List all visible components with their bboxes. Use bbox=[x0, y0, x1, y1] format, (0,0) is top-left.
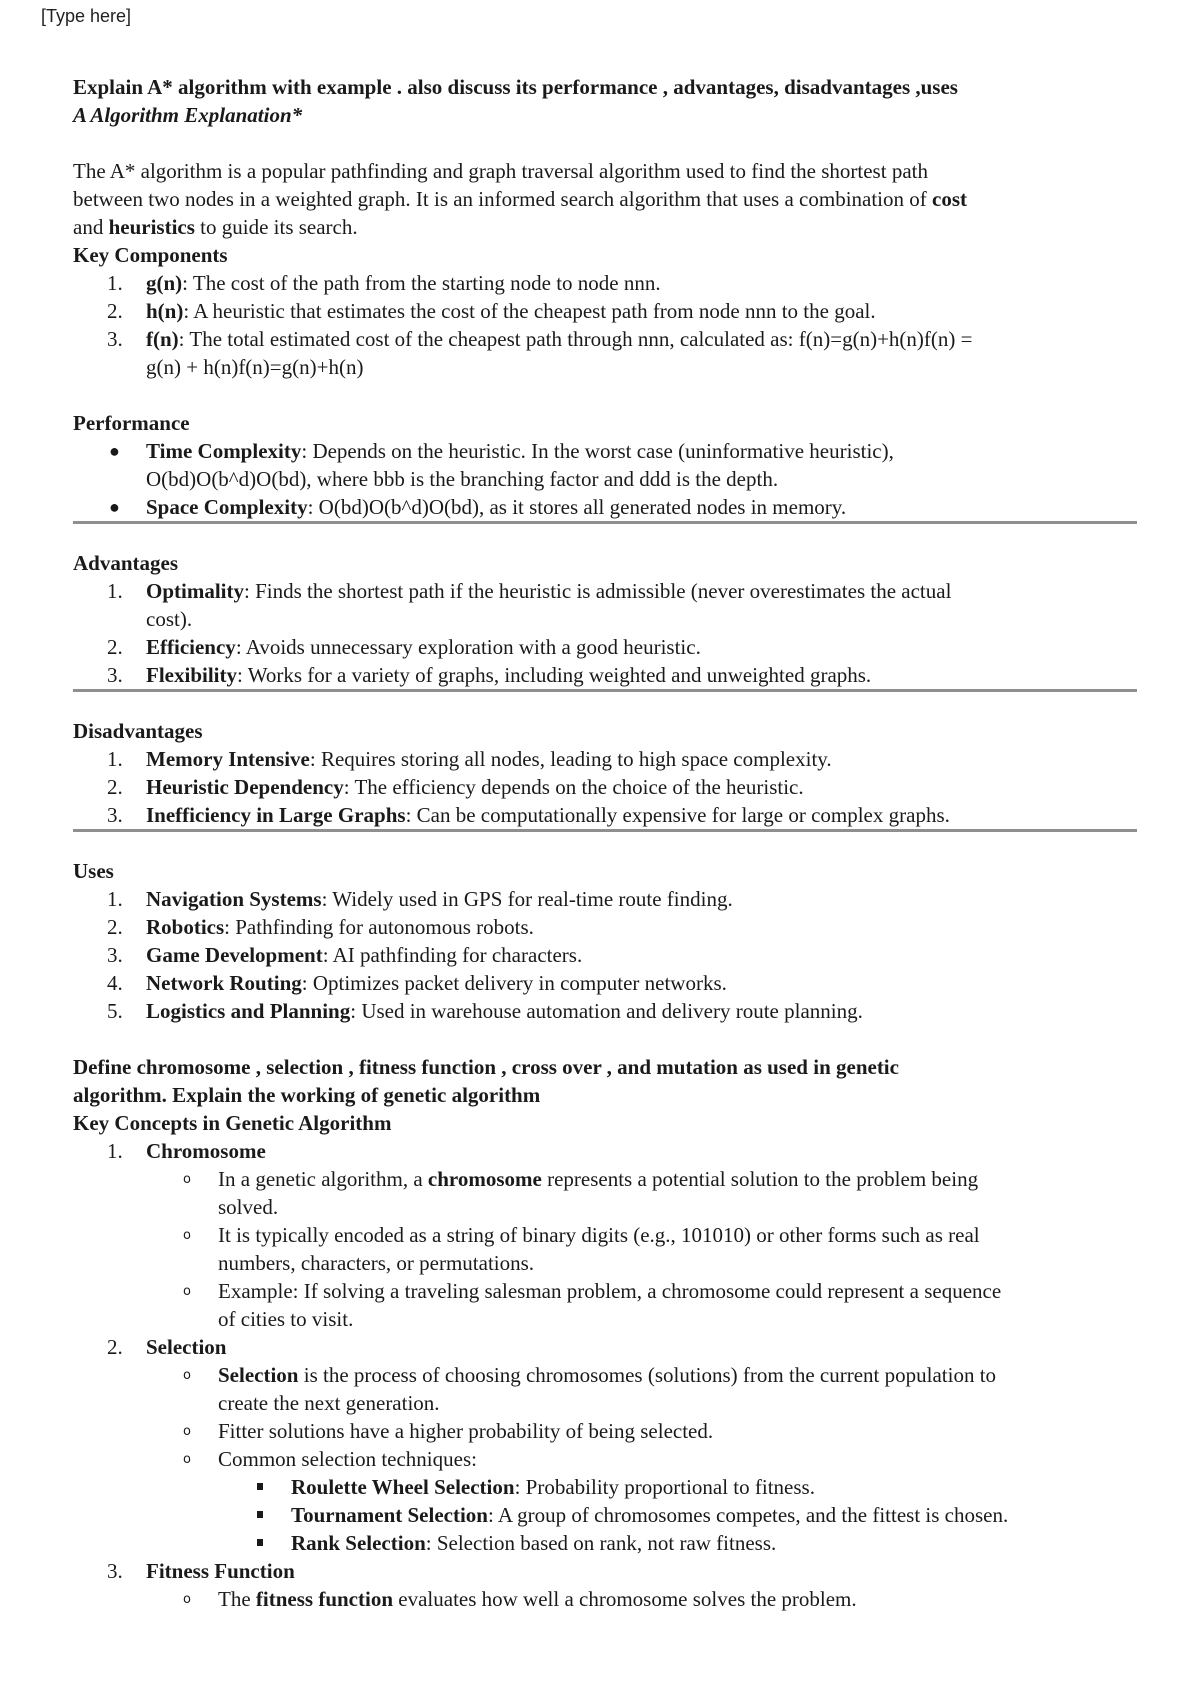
item-term: Memory Intensive bbox=[146, 747, 310, 771]
list-number: 4. bbox=[107, 971, 123, 995]
concept-fitness-function bbox=[73, 1557, 1133, 1585]
list-number: 1. bbox=[107, 1139, 123, 1163]
item-term: Robotics bbox=[146, 915, 225, 939]
list-item bbox=[73, 913, 1133, 941]
list-item bbox=[73, 885, 1133, 913]
circle-bullet-icon: o bbox=[183, 1592, 191, 1607]
bullet-dot-icon: ● bbox=[109, 441, 120, 461]
spacer bbox=[73, 381, 1133, 409]
astar-subtitle: A Algorithm Explanation* bbox=[73, 103, 303, 127]
circle-bullet-icon: o bbox=[183, 1172, 191, 1187]
bullet-line: create the next generation. bbox=[218, 1391, 440, 1415]
bullet-text: In a genetic algorithm, a bbox=[218, 1167, 428, 1191]
bullet-bold: fitness function bbox=[255, 1587, 394, 1611]
list-number: 3. bbox=[107, 663, 123, 687]
sub-bullet bbox=[73, 1445, 1133, 1473]
item-term: Logistics and Planning bbox=[146, 999, 351, 1023]
genetic-question-line-1: Define chromosome , selection , fitness function , cross over , and mutation as used in genetic bbox=[73, 1055, 899, 1079]
bullet-text: is the process of choosing chromosomes (solutions) from the current population to bbox=[298, 1363, 997, 1387]
intro-bold-heuristics: heuristics bbox=[108, 215, 195, 239]
genetic-heading: Key Concepts in Genetic Algorithm bbox=[73, 1111, 392, 1135]
sub-bullet bbox=[73, 1165, 1133, 1221]
spacer bbox=[73, 832, 1133, 857]
concept-title: Chromosome bbox=[146, 1139, 266, 1163]
item-term: Inefficiency in Large Graphs bbox=[146, 803, 406, 827]
item-text: : Can be computationally expensive for large or complex graphs. bbox=[405, 803, 950, 827]
item-term: Network Routing bbox=[146, 971, 302, 995]
item-text: : Widely used in GPS for real-time route finding. bbox=[321, 887, 733, 911]
technique-term: Tournament Selection bbox=[291, 1503, 488, 1527]
item-text: : Used in warehouse automation and delivery route planning. bbox=[350, 999, 863, 1023]
item-term: Heuristic Dependency bbox=[146, 775, 344, 799]
item-line bbox=[146, 661, 1133, 689]
list-item bbox=[73, 661, 1133, 689]
selection-techniques-list bbox=[73, 1473, 1133, 1557]
list-item bbox=[73, 801, 1133, 829]
list-item bbox=[73, 269, 1133, 297]
list-number: 2. bbox=[107, 915, 123, 939]
intro-bold-cost: cost bbox=[932, 187, 968, 211]
uses-list bbox=[73, 885, 1133, 1025]
technique-desc: : Selection based on rank, not raw fitness. bbox=[425, 1531, 777, 1555]
list-number: 1. bbox=[107, 747, 123, 771]
item-text: : Pathfinding for autonomous robots. bbox=[224, 915, 534, 939]
bullet-bold: Selection bbox=[218, 1363, 299, 1387]
astar-intro-line-2 bbox=[73, 185, 1133, 213]
list-item bbox=[73, 745, 1133, 773]
bullet-line bbox=[218, 1361, 1133, 1389]
bullet-line: Common selection techniques: bbox=[218, 1447, 477, 1471]
list-number: 1. bbox=[107, 271, 123, 295]
intro-text: and bbox=[73, 215, 109, 239]
item-term: f(n) bbox=[146, 327, 179, 351]
list-number: 2. bbox=[107, 775, 123, 799]
list-item bbox=[73, 773, 1133, 801]
item-text: : Avoids unnecessary exploration with a good heuristic. bbox=[235, 635, 701, 659]
advantages-heading: Advantages bbox=[73, 551, 179, 575]
list-number: 1. bbox=[107, 887, 123, 911]
list-number: 3. bbox=[107, 803, 123, 827]
item-line bbox=[146, 269, 1133, 297]
item-line bbox=[146, 297, 1133, 325]
square-bullet-icon bbox=[257, 1483, 263, 1490]
spacer bbox=[73, 129, 1133, 157]
item-line bbox=[146, 325, 1133, 353]
item-line bbox=[146, 437, 1133, 465]
list-number: 1. bbox=[107, 579, 123, 603]
bullet-line: solved. bbox=[218, 1195, 279, 1219]
list-number: 2. bbox=[107, 635, 123, 659]
concept-chromosome bbox=[73, 1137, 1133, 1165]
item-text: : Depends on the heuristic. In the worst case (uninformative heuristic), bbox=[301, 439, 894, 463]
item-line bbox=[146, 941, 1133, 969]
item-term: Space Complexity bbox=[146, 495, 308, 519]
performance-list bbox=[73, 437, 1133, 521]
item-term: h(n) bbox=[146, 299, 184, 323]
bullet-dot-icon: ● bbox=[109, 497, 120, 517]
item-line bbox=[146, 633, 1133, 661]
bullet-line: numbers, characters, or permutations. bbox=[218, 1251, 535, 1275]
bullet-line: It is typically encoded as a string of binary digits (e.g., 101010) or other forms such as real bbox=[218, 1223, 980, 1247]
item-text: cost). bbox=[146, 607, 193, 631]
item-line bbox=[146, 885, 1133, 913]
item-text: O(bd)O(b^d)O(bd), where bbb is the branching factor and ddd is the depth. bbox=[146, 467, 779, 491]
uses-heading: Uses bbox=[73, 859, 114, 883]
item-line bbox=[146, 969, 1133, 997]
list-item bbox=[73, 577, 1133, 633]
key-components-list bbox=[73, 269, 1133, 381]
square-bullet-icon bbox=[257, 1511, 263, 1518]
bullet-line bbox=[218, 1165, 1133, 1193]
list-item bbox=[73, 969, 1133, 997]
item-text: : Requires storing all nodes, leading to high space complexity. bbox=[309, 747, 832, 771]
item-term: g(n) bbox=[146, 271, 183, 295]
concept-title: Selection bbox=[146, 1335, 227, 1359]
bullet-text: represents a potential solution to the problem being bbox=[541, 1167, 979, 1191]
list-number: 5. bbox=[107, 999, 123, 1023]
square-bullet-icon bbox=[257, 1539, 263, 1546]
item-line bbox=[146, 773, 1133, 801]
advantages-list bbox=[73, 577, 1133, 689]
circle-bullet-icon: o bbox=[183, 1228, 191, 1243]
spacer bbox=[73, 692, 1133, 717]
item-line bbox=[146, 353, 1133, 381]
spacer bbox=[73, 1025, 1133, 1053]
circle-bullet-icon: o bbox=[183, 1452, 191, 1467]
item-text: : The efficiency depends on the choice of the heuristic. bbox=[343, 775, 804, 799]
key-components-heading: Key Components bbox=[73, 243, 228, 267]
technique-item bbox=[73, 1473, 1133, 1501]
item-term: Time Complexity bbox=[146, 439, 302, 463]
list-item bbox=[73, 325, 1133, 381]
concept-title: Fitness Function bbox=[146, 1559, 295, 1583]
bullet-line: of cities to visit. bbox=[218, 1307, 354, 1331]
astar-question: Explain A* algorithm with example . also discuss its performance , advantages, disadvantages ,uses bbox=[73, 75, 958, 99]
astar-intro-line-1: The A* algorithm is a popular pathfinding and graph traversal algorithm used to find the shortest path bbox=[73, 159, 928, 183]
document-body bbox=[73, 73, 1133, 1613]
item-term: Optimality bbox=[146, 579, 244, 603]
item-text: : AI pathfinding for characters. bbox=[322, 943, 583, 967]
list-number: 2. bbox=[107, 299, 123, 323]
technique-term: Roulette Wheel Selection bbox=[291, 1475, 515, 1499]
list-number: 3. bbox=[107, 943, 123, 967]
technique-item bbox=[73, 1529, 1133, 1557]
sub-bullet bbox=[73, 1585, 1133, 1613]
item-text: : Finds the shortest path if the heuristic is admissible (never overestimates the actual bbox=[244, 579, 952, 603]
bullet-line: Example: If solving a traveling salesman problem, a chromosome could represent a sequence bbox=[218, 1279, 1002, 1303]
list-number: 2. bbox=[107, 1335, 123, 1359]
list-item bbox=[73, 997, 1133, 1025]
sub-bullet bbox=[73, 1417, 1133, 1445]
item-text: g(n) + h(n)f(n)=g(n)+h(n) bbox=[146, 355, 364, 379]
item-line bbox=[146, 493, 1133, 521]
circle-bullet-icon: o bbox=[183, 1368, 191, 1383]
item-line bbox=[146, 801, 1133, 829]
item-line bbox=[146, 577, 1133, 605]
item-text: : A heuristic that estimates the cost of the cheapest path from node nnn to the goal. bbox=[183, 299, 876, 323]
list-item bbox=[73, 297, 1133, 325]
astar-intro-line-3 bbox=[73, 213, 1133, 241]
bullet-line bbox=[218, 1585, 1133, 1613]
item-line bbox=[146, 745, 1133, 773]
technique-item bbox=[73, 1501, 1133, 1529]
item-term: Game Development bbox=[146, 943, 323, 967]
technique-desc: : A group of chromosomes competes, and the fittest is chosen. bbox=[487, 1503, 1009, 1527]
technique-desc: : Probability proportional to fitness. bbox=[514, 1475, 815, 1499]
bullet-text: The bbox=[218, 1587, 256, 1611]
technique-term: Rank Selection bbox=[291, 1531, 426, 1555]
item-line bbox=[146, 913, 1133, 941]
list-item bbox=[73, 437, 1133, 493]
item-term: Flexibility bbox=[146, 663, 237, 687]
bullet-text: evaluates how well a chromosome solves the problem. bbox=[393, 1587, 857, 1611]
performance-heading: Performance bbox=[73, 411, 190, 435]
item-term: Navigation Systems bbox=[146, 887, 322, 911]
bullet-bold: chromosome bbox=[427, 1167, 542, 1191]
item-line bbox=[146, 997, 1133, 1025]
item-line bbox=[146, 605, 1133, 633]
header-placeholder[interactable]: [Type here] bbox=[41, 6, 132, 26]
item-term: Efficiency bbox=[146, 635, 236, 659]
list-item bbox=[73, 633, 1133, 661]
sub-bullet bbox=[73, 1221, 1133, 1277]
sub-bullet bbox=[73, 1277, 1133, 1333]
disadvantages-list bbox=[73, 745, 1133, 829]
intro-text: between two nodes in a weighted graph. It is an informed search algorithm that uses a combination of bbox=[73, 187, 933, 211]
concept-selection bbox=[73, 1333, 1133, 1361]
item-text: : O(bd)O(b^d)O(bd), as it stores all generated nodes in memory. bbox=[307, 495, 847, 519]
intro-text: to guide its search. bbox=[194, 215, 358, 239]
disadvantages-heading: Disadvantages bbox=[73, 719, 203, 743]
list-item bbox=[73, 941, 1133, 969]
item-text: : Optimizes packet delivery in computer networks. bbox=[301, 971, 727, 995]
list-number: 3. bbox=[107, 327, 123, 351]
item-text: : The total estimated cost of the cheapest path through nnn, calculated as: f(n)=g(n)+h(n)f(n) = bbox=[178, 327, 973, 351]
circle-bullet-icon: o bbox=[183, 1284, 191, 1299]
list-item bbox=[73, 493, 1133, 521]
item-line bbox=[146, 465, 1133, 493]
spacer bbox=[73, 524, 1133, 549]
item-text: : Works for a variety of graphs, including weighted and unweighted graphs. bbox=[237, 663, 872, 687]
circle-bullet-icon: o bbox=[183, 1424, 191, 1439]
sub-bullet bbox=[73, 1361, 1133, 1417]
item-text: : The cost of the path from the starting node to node nnn. bbox=[182, 271, 661, 295]
genetic-question-line-2: algorithm. Explain the working of genetic algorithm bbox=[73, 1083, 541, 1107]
bullet-line: Fitter solutions have a higher probability of being selected. bbox=[218, 1419, 714, 1443]
list-number: 3. bbox=[107, 1559, 123, 1583]
